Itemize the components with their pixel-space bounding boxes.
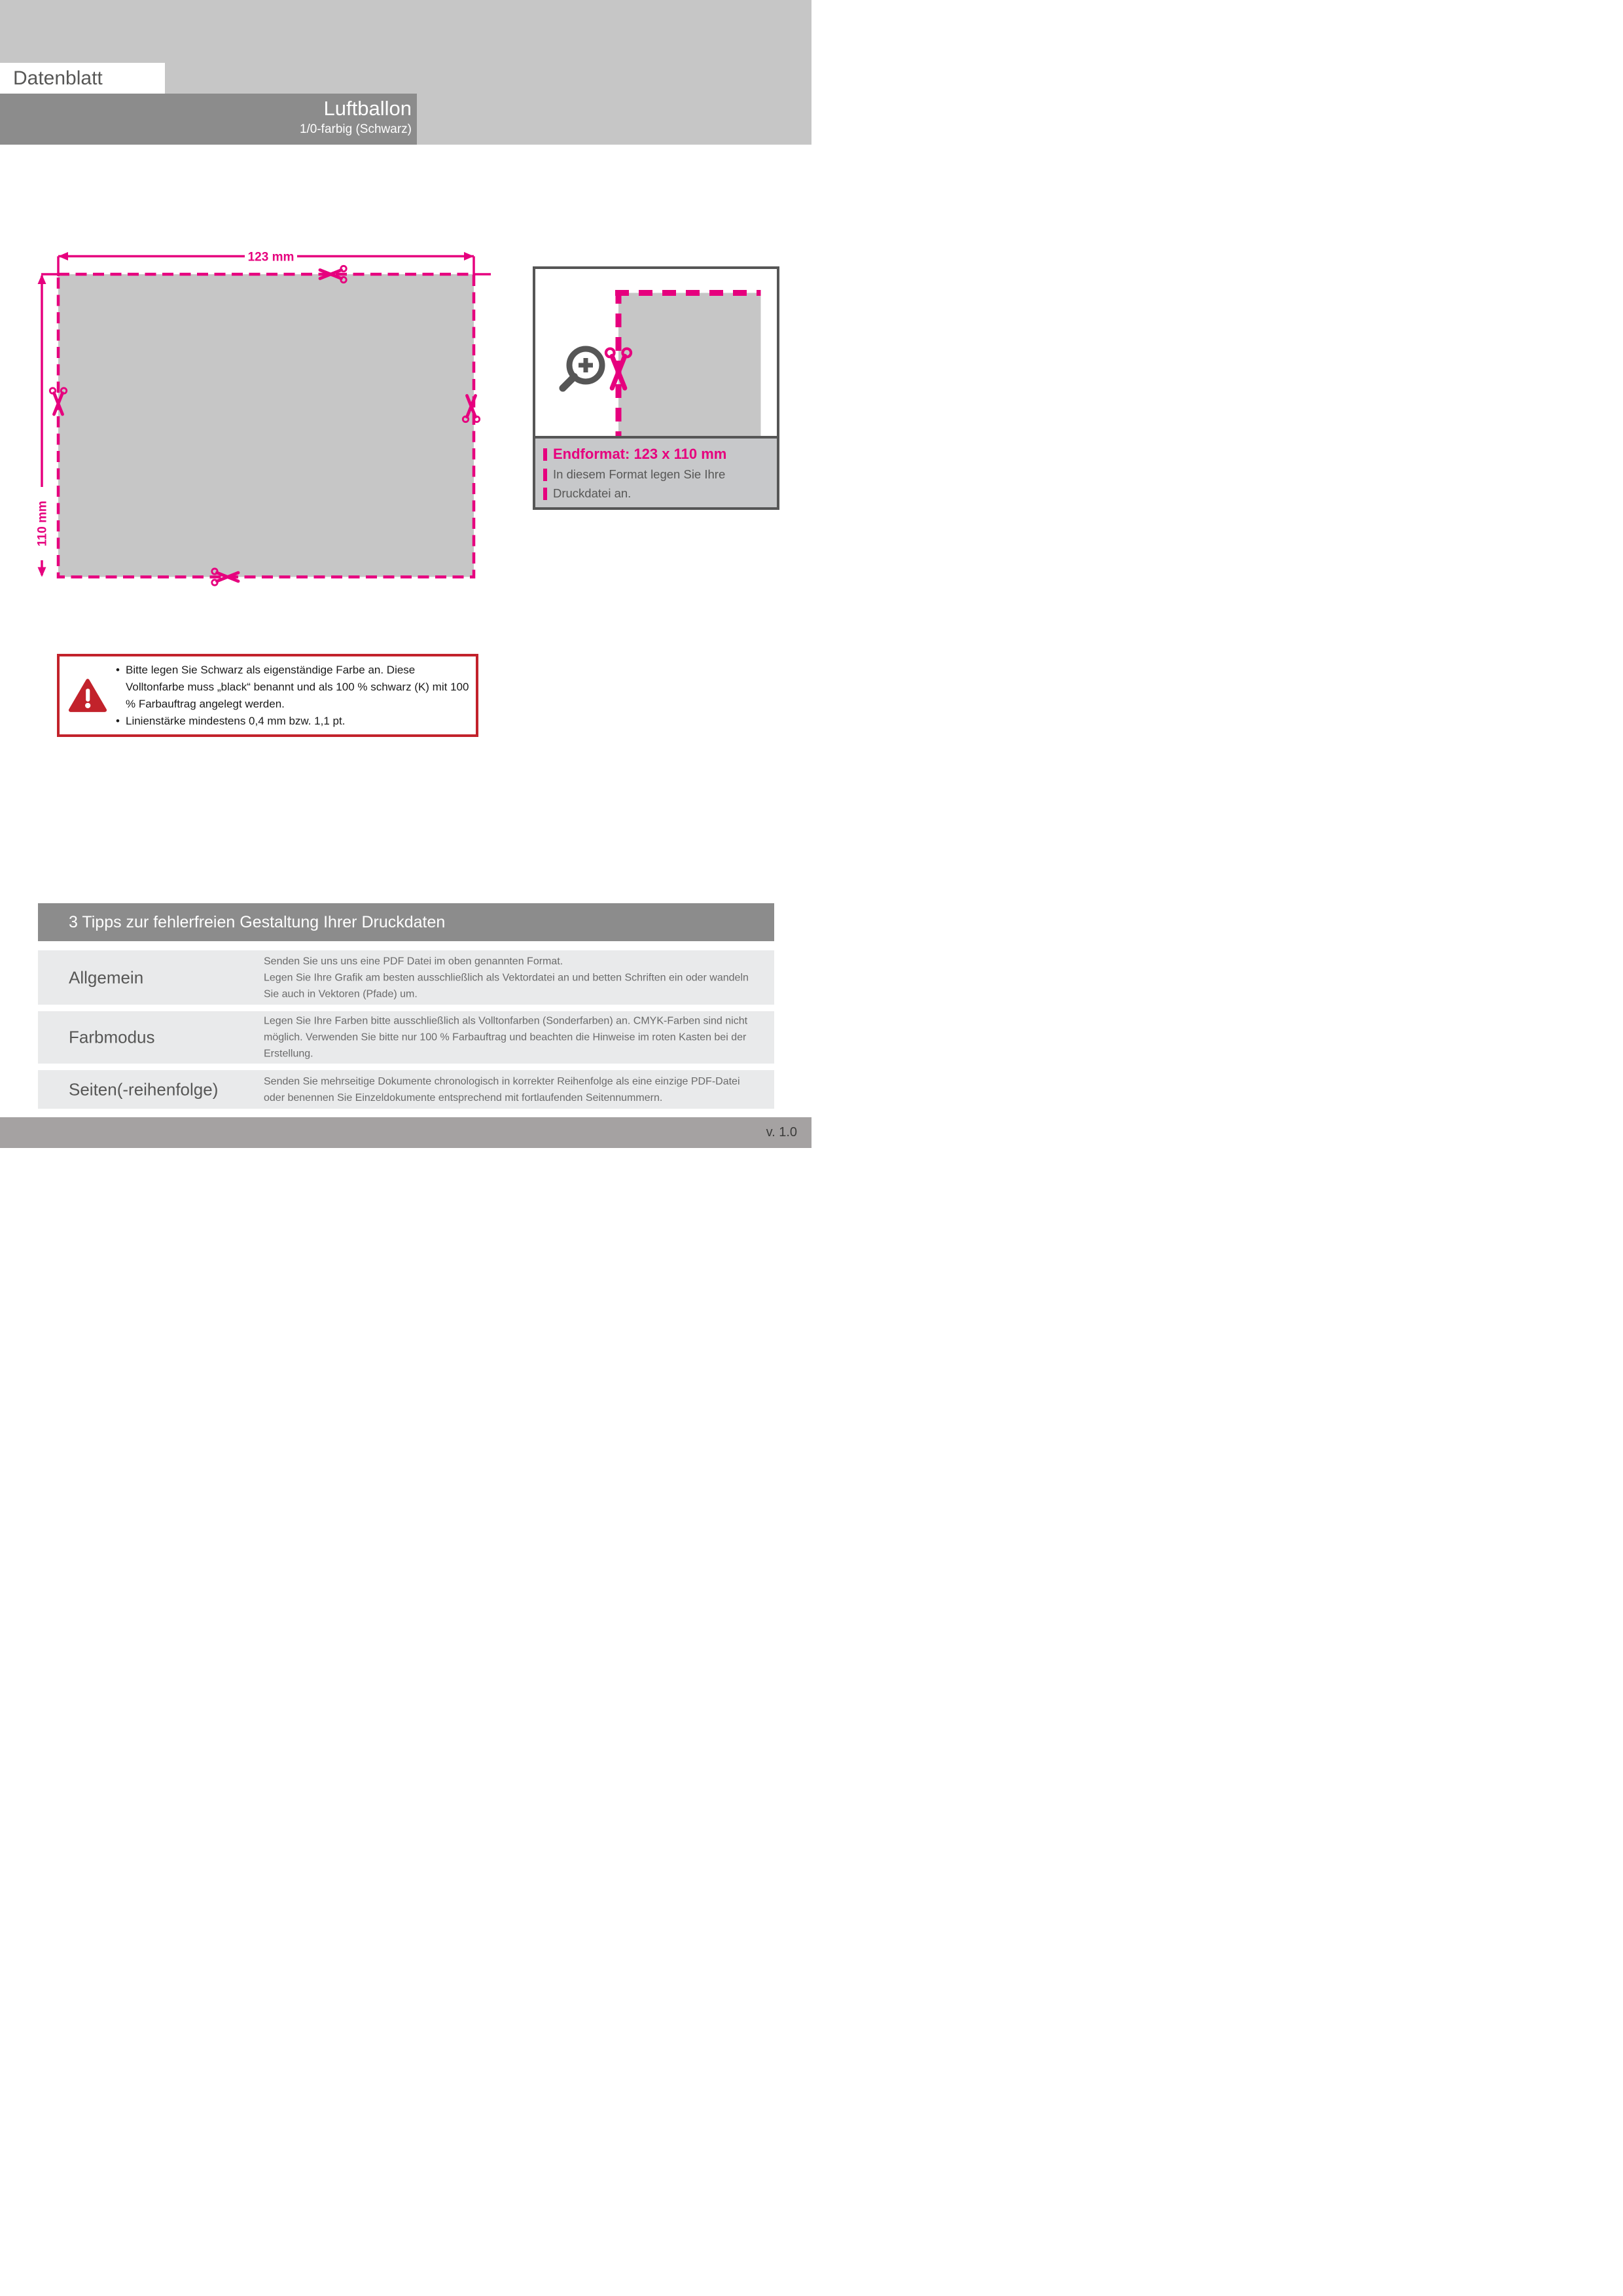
tip-row-seiten: [38, 1070, 774, 1109]
caption-dash-icon: [543, 488, 547, 500]
endformat-title: Endformat: 123 x 110 mm: [553, 446, 727, 462]
height-label: 110 mm: [35, 501, 50, 547]
warning-list: [116, 662, 476, 730]
sheet-label: Datenblatt: [13, 67, 103, 89]
detail-print-area: [618, 293, 761, 437]
caption-dash-icon: [543, 469, 547, 481]
arrow-right-icon: [464, 252, 474, 260]
arrow-left-icon: [58, 252, 68, 260]
tip-row-text: Senden Sie mehrseitige Dokumente chronologisch in korrekter Reihenfolge als eine einzige PDF-Datei oder benennen Sie Einzeldokumente entsprechend mit fortlaufenden Seitennummern.: [264, 1075, 740, 1103]
product-variant: 1/0-farbig (Schwarz): [299, 122, 412, 136]
tips-header-bar: [38, 903, 774, 941]
arrow-up-icon: [38, 274, 46, 284]
tip-row-text: Legen Sie Ihre Farben bitte ausschließlich als Volltonfarben (Sonderfarben) an. CMYK-Farben sind nicht möglich. Verwenden Sie bitte nur 100 % Farbauftrag und beachten die Hinweise im roten Kasten bei der Erstellung.: [264, 1015, 748, 1060]
product-title-bar: [0, 94, 417, 145]
version-label: v. 1.0: [766, 1125, 797, 1139]
arrow-down-icon: [38, 567, 46, 577]
endformat-line2: In diesem Format legen Sie Ihre: [553, 467, 726, 481]
footer-bar: [0, 1117, 812, 1148]
detail-zoom-box: [533, 266, 779, 510]
trim-diagram: [0, 242, 517, 589]
print-area: [58, 274, 474, 577]
tip-row-text: Senden Sie uns uns eine PDF Datei im oben genannten Format. Legen Sie Ihre Grafik am besten ausschließlich als Vektordatei an und betten Schriften ein oder wandeln Sie auch in Vektoren (Pfade) um.: [264, 956, 749, 999]
warning-box: [57, 654, 478, 737]
tip-row-label: Allgemein: [69, 967, 144, 987]
zoom-plus-icon: [563, 349, 602, 388]
warning-triangle-icon: [60, 678, 116, 713]
endformat-caption: [535, 436, 777, 507]
detail-zoom-art: [535, 269, 777, 436]
warning-item: • Bitte legen Sie Schwarz als eigenständige Farbe an. Diese Volltonfarbe muss „black“ benannt und als 100 % schwarz (K) mit 100 % Farbauftrag angelegt werden.: [116, 662, 476, 713]
caption-dash-icon: [543, 448, 547, 461]
tip-row-allgemein: [38, 950, 774, 1005]
tips-title: 3 Tipps zur fehlerfreien Gestaltung Ihrer Druckdaten: [69, 912, 446, 931]
warning-item: • Linienstärke mindestens 0,4 mm bzw. 1,1 pt.: [116, 713, 476, 730]
tip-row-label: Seiten(-reihenfolge): [69, 1079, 219, 1099]
tip-row-farbmodus: [38, 1011, 774, 1064]
endformat-line3: Druckdatei an.: [553, 486, 632, 500]
datasheet-page: [0, 0, 812, 1148]
width-label: 123 mm: [247, 250, 294, 264]
product-name: Luftballon: [323, 97, 412, 120]
sheet-label-box: [0, 63, 165, 94]
tip-row-label: Farbmodus: [69, 1027, 155, 1047]
